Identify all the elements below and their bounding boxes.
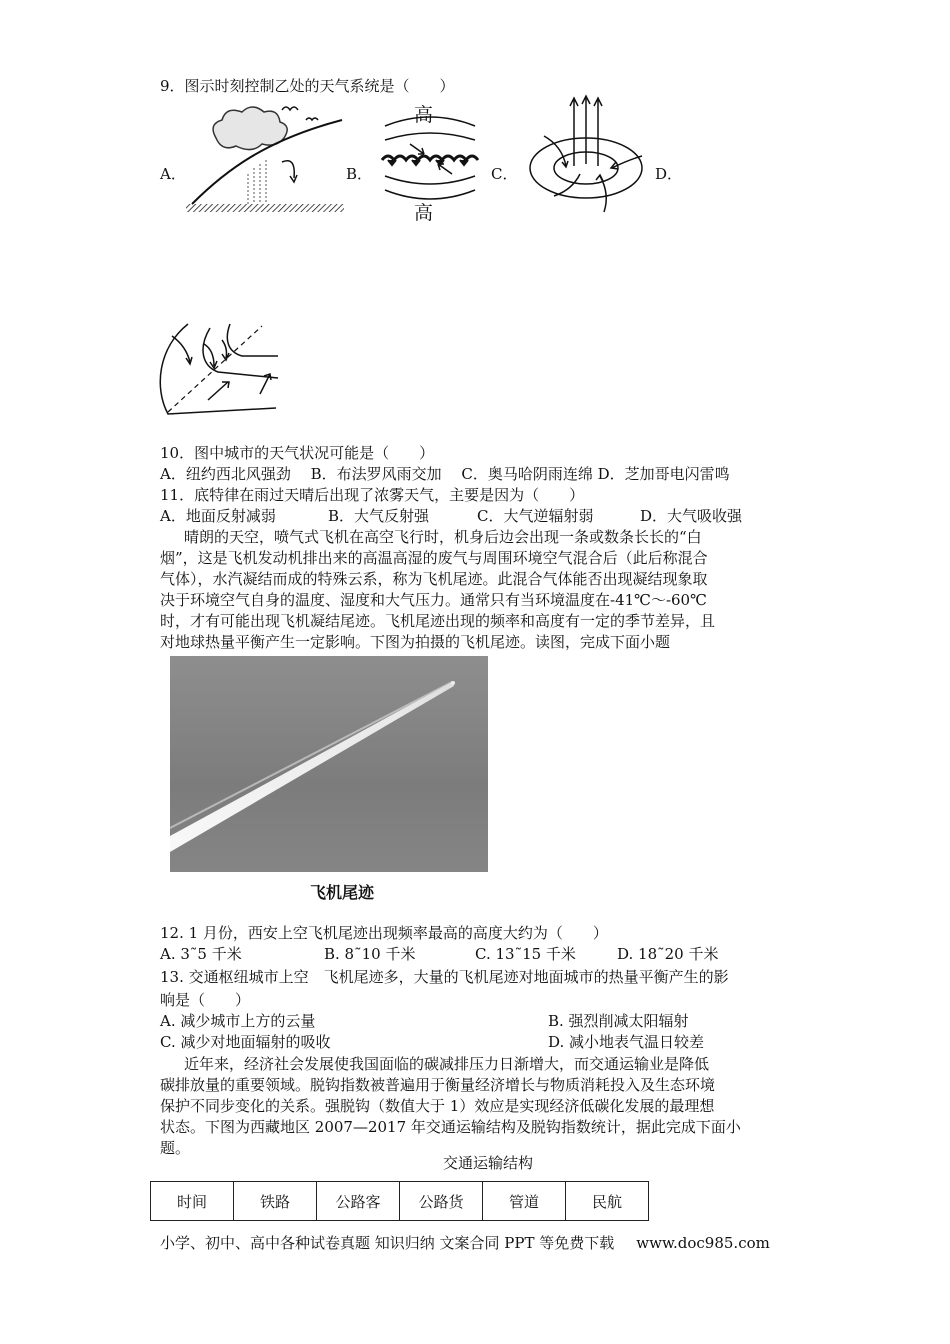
- q9-label-d: D．: [655, 165, 683, 183]
- passage1-line-5: 时，才有可能出现飞机凝结尾迹。飞机尾迹出现的频率和高度有一定的季节差异，且: [160, 612, 716, 630]
- passage2-line-5: 题。: [160, 1139, 191, 1157]
- page-footer: [160, 1232, 770, 1253]
- q13-option-a: A. 减少城市上方的云量: [160, 1012, 316, 1030]
- contrail-trail: [170, 656, 488, 872]
- q12-option-c: C. 13˜15 千米: [475, 945, 576, 963]
- q9-label-a: A．: [160, 165, 186, 183]
- q11-stem: 11．底特律在雨过天晴后出现了浓雾天气，主要是因为（ ）: [160, 486, 585, 504]
- q11-option-b: B．大气反射强: [328, 507, 430, 525]
- q12-option-a: A. 3˜5 千米: [160, 945, 242, 963]
- q12-option-b: B. 8˜10 千米: [324, 945, 416, 963]
- diagram-a-front: [186, 100, 346, 218]
- passage2-line-2: 碳排放量的重要领域。脱钩指数被普遍用于衡量经济增长与物质消耗投入及生态环境: [160, 1076, 716, 1094]
- table-header-road-freight: 公路货: [400, 1182, 483, 1221]
- footer-text: 小学、初中、高中各种试卷真题 知识归纳 文案合同 PPT 等免费下载: [160, 1234, 615, 1252]
- q11-option-d: D．大气吸收强: [640, 507, 743, 525]
- table-header-time: 时间: [151, 1182, 234, 1221]
- footer-url[interactable]: www.doc985.com: [636, 1234, 770, 1252]
- passage1-line-4: 决于环境空气自身的温度、湿度和大气压力。通常只有当环境温度在-41℃～-60℃: [160, 591, 707, 609]
- diagram-d-depression: [158, 318, 282, 422]
- table-header-pipeline: 管道: [483, 1182, 566, 1221]
- passage2-line-1: 近年来，经济社会发展使我国面临的碳减排压力日渐增大，而交通运输业是降低: [184, 1055, 710, 1073]
- q10-options: A．纽约西北风强劲 B．布法罗风雨交加 C．奥马哈阴雨连绵 D．芝加哥电闪雷鸣: [160, 465, 730, 483]
- passage1-line-6: 对地球热量平衡产生一定影响。下图为拍摄的飞机尾迹。读图，完成下面小题: [160, 633, 671, 651]
- q9-stem: 9．图示时刻控制乙处的天气系统是（ ）: [160, 77, 455, 95]
- photo-caption: 飞机尾迹: [310, 883, 375, 902]
- q12-stem: 12. 1 月份，西安上空飞机尾迹出现频率最高的高度大约为（ ）: [160, 924, 608, 942]
- q12-option-d: D. 18˜20 千米: [617, 945, 719, 963]
- transport-structure-table: [150, 1181, 649, 1221]
- table-header-row: [151, 1182, 649, 1221]
- passage1-line-2: 烟”，这是飞机发动机排出来的高温高湿的废气与周围环境空气混合后（此后称混合: [160, 549, 708, 567]
- diagram-b-high-bottom: 高: [414, 202, 434, 224]
- q11-option-c: C．大气逆辐射弱: [477, 507, 594, 525]
- table-header-civil-aviation: 民航: [566, 1182, 649, 1221]
- table-header-road-passenger: 公路客: [317, 1182, 400, 1221]
- table-title: 交通运输结构: [443, 1154, 534, 1172]
- q13-stem-line-1: 13. 交通枢纽城市上空 飞机尾迹多，大量的飞机尾迹对地面城市的热量平衡产生的影: [160, 968, 729, 986]
- passage1-line-1: 晴朗的天空，喷气式飞机在高空飞行时，机身后边会出现一条或数条长长的“白: [184, 528, 702, 546]
- q10-stem: 10．图中城市的天气状况可能是（ ）: [160, 444, 435, 462]
- passage2-line-3: 保护不同步变化的关系。强脱钩（数值大于 1）效应是实现经济低碳化发展的最理想: [160, 1097, 715, 1115]
- q11-option-a: A．地面反射减弱: [160, 507, 276, 525]
- passage1-line-3: 气体），水汽凝结而成的特殊云系，称为飞机尾迹。此混合气体能否出现凝结现象取: [160, 570, 708, 588]
- contrail-photo: [170, 656, 488, 872]
- q13-stem-line-2: 响是（ ）: [160, 991, 251, 1009]
- q9-label-b: B．: [346, 165, 373, 183]
- table-header-railway: 铁路: [234, 1182, 317, 1221]
- diagram-c-cyclone: [524, 96, 654, 214]
- diagram-b-high-top: 高: [414, 104, 434, 126]
- passage2-line-4: 状态。下图为西藏地区 2007—2017 年交通运输结构及脱钩指数统计，据此完成下面小: [160, 1118, 741, 1136]
- q13-option-b: B. 强烈削减太阳辐射: [548, 1012, 689, 1030]
- q13-option-d: D. 减小地表气温日较差: [548, 1033, 705, 1051]
- q9-label-c: C．: [491, 165, 518, 183]
- q13-option-c: C. 减少对地面辐射的吸收: [160, 1033, 331, 1051]
